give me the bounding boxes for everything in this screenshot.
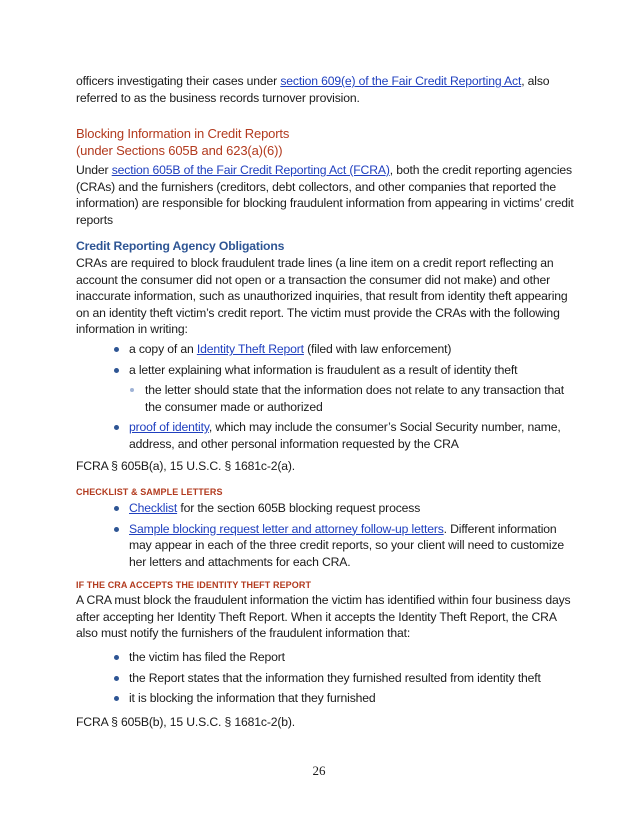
intro-paragraph (76, 73, 576, 106)
bullet-icon (114, 676, 119, 681)
list-item-text: a letter explaining what information is fraudulent as a result of identity theft (129, 362, 518, 377)
subheading-cra-obligations: Credit Reporting Agency Obligations (76, 239, 285, 253)
checklist-list (113, 500, 573, 574)
required-info-list (113, 341, 573, 456)
list-item-text: it is blocking the information that they furnished (129, 691, 376, 705)
list-item (113, 521, 573, 571)
sample-letters-link[interactable]: Sample blocking request letter and attorney follow-up letters (129, 521, 444, 536)
list-item (113, 690, 573, 707)
caption-checklist: CHECKLIST & SAMPLE LETTERS (76, 487, 223, 497)
list-item (113, 649, 573, 666)
list-item-text: . Different information may appear in each of the three credit reports, so your client will need to customize her letters and attachments for each CRA. (129, 521, 565, 569)
citation-605b-a: FCRA § 605B(a), 15 U.S.C. § 1681c-2(a). (76, 459, 296, 473)
bullet-icon (130, 388, 134, 392)
intro-text-2: , also referred to as the business records turnover provision. (76, 74, 550, 105)
cra-obligations-paragraph: CRAs are required to block fraudulent trade lines (a line item on a credit report reflecting an account the consumer did not open or a transaction the consumer did not make) and other inaccurate information, such as unauthorized inquiries, that result from identity theft appearing on an identity theft victim’s credit report. The victim must provide the CRAs with the following information in writing: (76, 256, 568, 336)
section-heading-line-1: Blocking Information in Credit Reports (76, 126, 290, 141)
caption-cra-accepts: IF THE CRA ACCEPTS THE IDENTITY THEFT REPORT (76, 580, 312, 590)
citation-605b-b: FCRA § 605B(b), 15 U.S.C. § 1681c-2(b). (76, 715, 296, 729)
fcra-609e-link[interactable]: section 609(e) of the Fair Credit Reporting Act (280, 74, 522, 88)
blocking-text-2: , both the credit reporting agencies (CRAs) and the furnishers (creditors, debt collectors, and other companies that reported the information) are responsible for blocking fraudulent information from appearing in victims’ credit reports (76, 163, 574, 227)
list-item (113, 362, 573, 379)
list-item-text: for the section 605B blocking request process (177, 501, 421, 515)
list-item-text: a copy of an (129, 342, 197, 356)
sub-list-item (129, 382, 573, 415)
list-item-text: (filed with law enforcement) (303, 342, 452, 356)
blocking-text-1: Under (76, 163, 112, 177)
sub-list-item-text: the letter should state that the information does not relate to any transaction that the consumer made or authorized (145, 383, 564, 414)
list-item (113, 341, 573, 358)
cra-accepts-paragraph: A CRA must block the fraudulent information the victim has identified within four business days after accepting her Identity Theft Report. When it accepts the Identity Theft Report, the CRA also must notify the furnishers of the fraudulent information that: (76, 593, 571, 640)
bullet-icon (114, 368, 119, 373)
list-item (113, 670, 573, 687)
fcra-605b-link[interactable]: section 605B of the Fair Credit Reporting Act (FCRA) (111, 163, 390, 177)
intro-text-1: officers investigating their cases under (76, 74, 281, 88)
list-item-text: , which may include the consumer’s Social Security number, name, address, and other personal information requested by the CRA (129, 420, 561, 451)
list-item (113, 500, 573, 517)
identity-theft-report-link[interactable]: Identity Theft Report (196, 342, 304, 356)
blocking-paragraph (76, 162, 576, 228)
bullet-icon (114, 655, 119, 660)
list-item (113, 419, 573, 452)
notify-list (113, 649, 573, 711)
page-number: 26 (312, 763, 326, 778)
bullet-icon (114, 506, 119, 511)
bullet-icon (114, 425, 119, 430)
section-heading-line-2: (under Sections 605B and 623(a)(6)) (76, 143, 283, 158)
bullet-icon (114, 527, 119, 532)
section-heading (76, 125, 576, 159)
proof-of-identity-link[interactable]: proof of identity (129, 420, 209, 434)
checklist-link[interactable]: Checklist (129, 501, 178, 515)
list-item-text: the victim has filed the Report (129, 650, 285, 664)
bullet-icon (114, 696, 119, 701)
list-item-text: the Report states that the information they furnished resulted from identity theft (129, 670, 541, 685)
bullet-icon (114, 347, 119, 352)
